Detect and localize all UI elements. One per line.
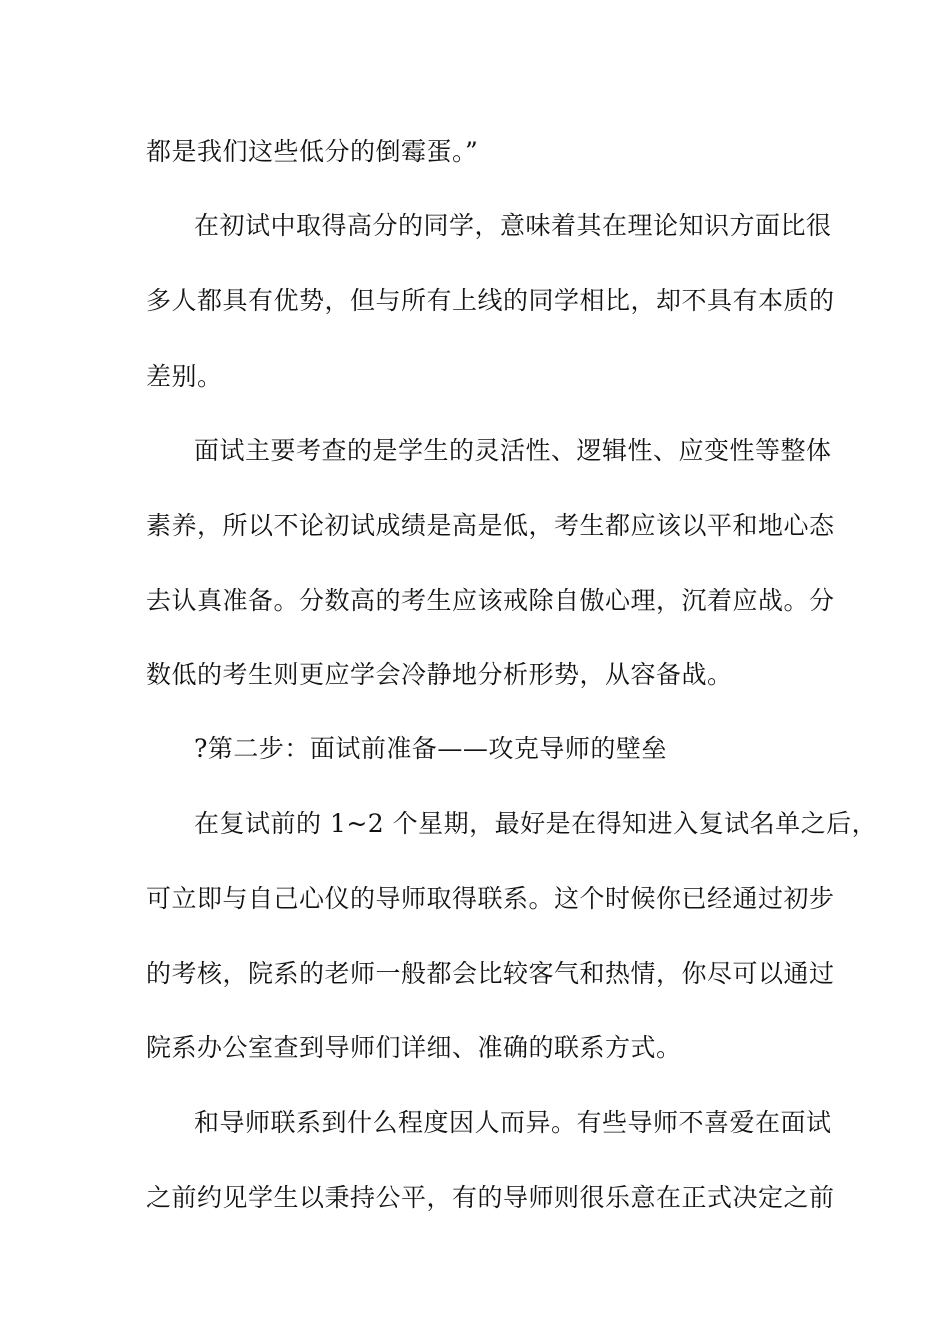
paragraph-line-13: 院系办公室查到导师们详细、准确的联系方式。	[146, 1033, 682, 1062]
paragraph-line-8: 数低的考生则更应学会冷静地分析形势，从容备战。	[146, 660, 733, 689]
section-heading: ?第二步：面试前准备——攻克导师的壁垒	[194, 734, 667, 763]
paragraph-line-11: 可立即与自己心仪的导师取得联系。这个时候你已经通过初步	[146, 884, 835, 913]
paragraph-line-2: 在初试中取得高分的同学，意味着其在理论知识方面比很	[194, 211, 832, 240]
paragraph-line-10: 在复试前的 1~2 个星期，最好是在得知进入复试名单之后，	[194, 809, 878, 838]
paragraph-line-3: 多人都具有优势，但与所有上线的同学相比，却不具有本质的	[146, 286, 835, 315]
paragraph-line-14: 和导师联系到什么程度因人而异。有些导师不喜爱在面试	[194, 1108, 832, 1137]
paragraph-line-4: 差别。	[146, 362, 223, 391]
paragraph-line-6: 素养，所以不论初试成绩是高是低，考生都应该以平和地心态	[146, 511, 835, 540]
paragraph-line-5: 面试主要考查的是学生的灵活性、逻辑性、应变性等整体	[194, 436, 832, 465]
text-line-1: 都是我们这些低分的倒霉蛋。”	[146, 137, 479, 166]
paragraph-line-15: 之前约见学生以秉持公平，有的导师则很乐意在正式决定之前	[146, 1183, 835, 1212]
paragraph-line-12: 的考核，院系的老师一般都会比较客气和热情，你尽可以通过	[146, 959, 835, 988]
paragraph-line-7: 去认真准备。分数高的考生应该戒除自傲心理，沉着应战。分	[146, 586, 835, 615]
